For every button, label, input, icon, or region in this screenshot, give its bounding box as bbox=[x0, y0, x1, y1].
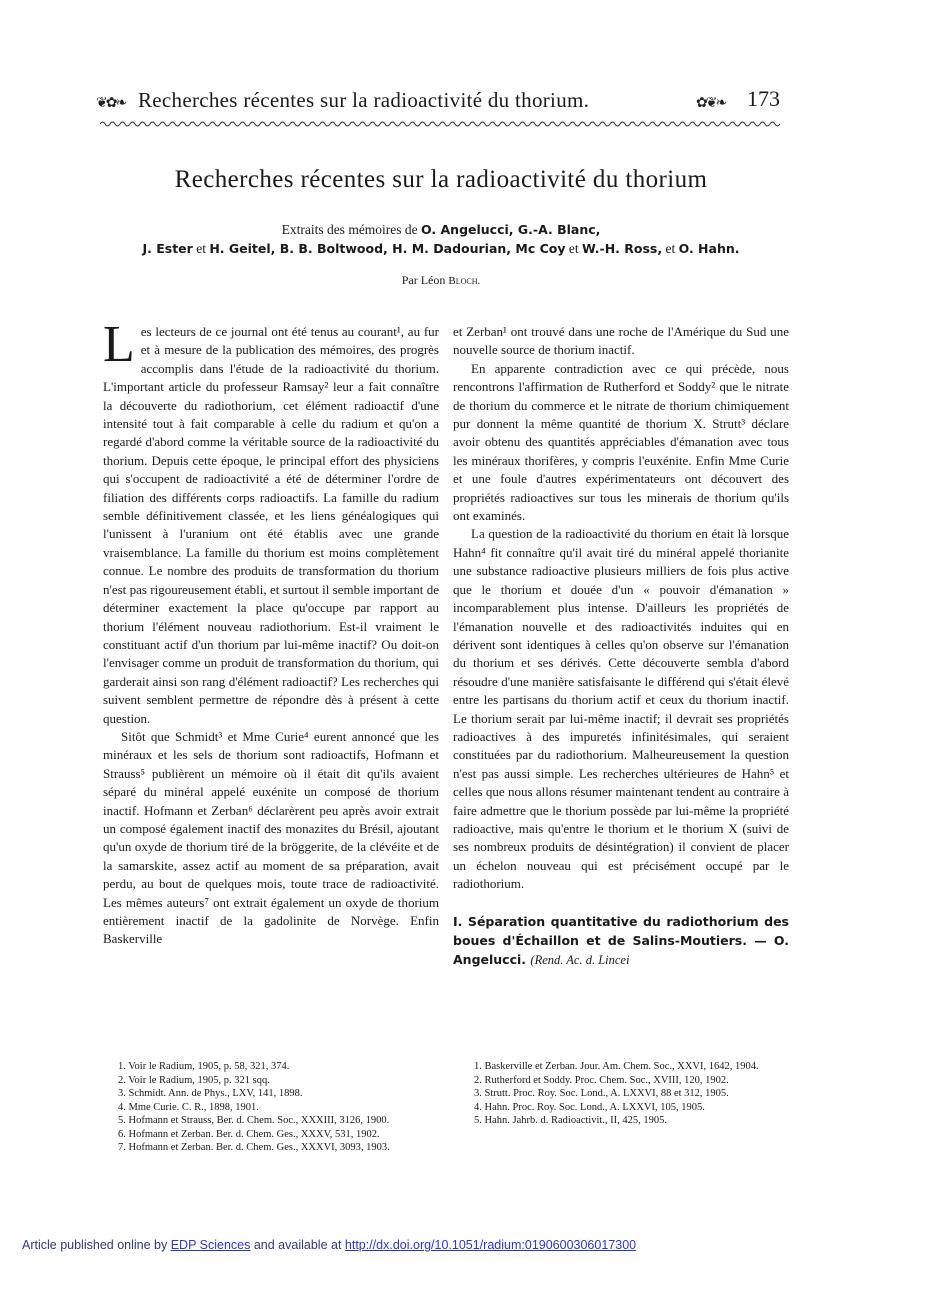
authors-line-2 bbox=[96, 241, 786, 257]
paragraph: La question de la radioactivité du thorium en était là lorsque Hahn⁴ fit connaître qu'il avait tiré du minéral appelé thorianite une substance radioactive plusieurs milliers de fois plus active que le thorium et douée d'un « pouvoir d'émanation » incomparablement plus intense. D'ailleurs les propriétés de l'émanation nouvelle et des radioactivités induites qui en dérivent sont identiques à celles qu'on observe sur l'émanation du thorium et ses dérivés. Cette découverte sembla d'abord résoudre d'une manière satisfaisante le différend qui s'était élevé entre les partisans du thorium actif et ceux du thorium inactif. Le thorium serait par lui-même inactif; il devrait ses propriétés radioactives à des impuretés infinitésimales, qui seraient constituées par du radiothorium. Malheureusement la question n'est pas aussi simple. Les recherches ultérieures de Hahn⁵ et celles que nous allons résumer maintenant tendent au contraire à faire admettre que le thorium possède par lui-même la propriété radioactive, mais qu'entre le thorium et le thorium X (suivi de ses nombreux produits de désintégration) il convient de placer un échelon nouveau qui est précisément occupé par le radiothorium. bbox=[453, 526, 789, 892]
paragraph: Sitôt que Schmidt³ et Mme Curie⁴ eurent annoncé que les minéraux et les sels de thorium sont radioactifs, Hofmann et Strauss⁵ publièrent un mémoire où il était dit qu'ils avaient séparé du minéral appelé euxénite un composé de thorium inactif. Hofmann et Zerban⁶ déclarèrent peu après avoir extrait un composé également inactif des monazites du Brésil, ajoutant qu'un oxyde de thorium tiré de la bröggerite, de la clévéite et de la samarskite, assez actif au moment de sa préparation, avait perdu, au bout de quelques mois, toute trace de radioactivité. Les mêmes auteurs⁷ ont extrait également un oxyde de thorium entièrement inactif de la gadolinite de Norvège. Enfin Baskerville bbox=[103, 728, 439, 947]
running-head bbox=[96, 86, 786, 118]
section-heading bbox=[453, 912, 789, 970]
publisher-link[interactable]: EDP Sciences bbox=[170, 1238, 251, 1252]
running-head-title: Recherches récentes sur la radioactivité du thorium. bbox=[138, 88, 590, 112]
byline-prefix: Par Léon bbox=[401, 273, 449, 287]
publication-footer bbox=[22, 1238, 636, 1252]
byline-author: Bloch. bbox=[448, 275, 481, 287]
footnote: 4. Hahn. Proc. Roy. Soc. Lond., A. LXXVI, 105, 1905. bbox=[474, 1101, 705, 1113]
byline bbox=[96, 273, 786, 288]
left-column bbox=[103, 316, 439, 949]
footnote: 2. Voir le Radium, 1905, p. 321 sqq. bbox=[118, 1074, 270, 1086]
ornamental-rule bbox=[100, 120, 780, 128]
paragraph-text: es lecteurs de ce journal ont été tenus au courant¹, au fur et à mesure de la publication des mémoires, des progrès accomplis dans l'étude de la radioactivité du thorium. L'important article du professeur Ramsay² leur a fait connaître la découverte du radiothorium, cet élément radioactif d'une intensité tout à fait comparable à celle du radium et qu'on a regardé d'abord comme la véritable source de la radioactivité du thorium. Depuis cette époque, le principal effort des physiciens qui s'occupent de radioactivité a été de déterminer l'ordre de filiation des différents corps radioactifs. La famille du radium semble définitivement classée, et les liens généalogiques qui l'unissent à l'uranium ont été établis avec une grande vraisemblance. La famille du thorium est moins complètement connue. Le nombre des produits de transformation du thorium n'est pas rigoureusement établi, et surtout il semble important de déterminer exactement la place qu'occupe par rapport au thorium l'élément nouveau radiothorium. Est-il vraiment le constituant actif d'un thorium par lui-même inactif? Ou doit-on l'envisager comme un produit de transformation du thorium, qui garderait ainsi son rang d'élément radioactif? Les recherches qui suivent semblent permettre de répondre dès à présent à cette question. bbox=[103, 324, 439, 726]
footnote: 7. Hofmann et Zerban. Ber. d. Chem. Ges., XXXVI, 3093, 1903. bbox=[118, 1142, 390, 1153]
footnote: 3. Schmidt. Ann. de Phys., LXV, 141, 1898. bbox=[118, 1088, 303, 1099]
footer-middle: and available at bbox=[250, 1238, 345, 1252]
author-name: H. Geitel, B. B. Boltwood, H. M. Dadourian, Mc Coy bbox=[209, 241, 566, 256]
section-heading-text: I. Séparation quantitative du radiothorium des boues d'Échaillon et de Salins-Moutiers. — O. Angelucci. bbox=[453, 913, 789, 967]
footnote: 2. Rutherford et Soddy. Proc. Chem. Soc., XVIII, 120, 1902. bbox=[474, 1074, 729, 1086]
footnote: 6. Hofmann et Zerban. Ber. d. Chem. Ges., XXXV, 531, 1902. bbox=[118, 1128, 380, 1140]
paragraph bbox=[103, 316, 439, 728]
footnote: 4. Mme Curie. C. R., 1898, 1901. bbox=[118, 1101, 259, 1113]
author-connector: et bbox=[662, 241, 679, 256]
author-connector: et bbox=[192, 241, 210, 256]
footnote: 5. Hofmann et Strauss, Ber. d. Chem. Soc., XXXIII, 3126, 1900. bbox=[118, 1115, 390, 1126]
authors-names: O. Angelucci, G.-A. Blanc, bbox=[421, 222, 601, 237]
footnotes-right bbox=[474, 1060, 804, 1128]
footnotes-left bbox=[118, 1060, 434, 1155]
author-connector: et bbox=[565, 241, 582, 256]
footnote: 1. Voir le Radium, 1905, p. 58, 321, 374. bbox=[118, 1061, 290, 1072]
right-column bbox=[453, 323, 789, 970]
footer-prefix: Article published online by bbox=[22, 1238, 171, 1252]
paragraph: En apparente contradiction avec ce qui précède, nous rencontrons l'affirmation de Rutherford et Soddy² que le nitrate de thorium du commerce et le nitrate de thorium chimiquement pur donnent la même quantité de thorium X. Strutt³ déclare avoir obtenu des quantités appréciables d'émanation avec tous les minéraux thorifères, y compris l'euxénite. Enfin Mme Curie et une foule d'autres expérimentateurs ont découvert des propriétés radioactives sur tous les minerais de thorium qu'ils ont examinés. bbox=[453, 360, 789, 524]
authors-line-1 bbox=[96, 222, 786, 238]
ornament-left: ❦✿❧ bbox=[96, 96, 126, 111]
paragraph: et Zerban¹ ont trouvé dans une roche de l'Amérique du Sud une nouvelle source de thorium inactif. bbox=[453, 324, 789, 358]
footnote: 1. Baskerville et Zerban. Jour. Am. Chem. Soc., XXVI, 1642, 1904. bbox=[474, 1061, 759, 1072]
authors-prefix: Extraits des mémoires de bbox=[281, 222, 422, 237]
ornament-right: ✿❦❧ bbox=[696, 96, 726, 111]
author-name: J. Ester bbox=[142, 241, 193, 256]
author-name: O. Hahn. bbox=[678, 241, 740, 256]
footnote: 5. Hahn. Jahrb. d. Radioactivit., II, 425, 1905. bbox=[474, 1115, 668, 1126]
page-number: 173 bbox=[747, 86, 780, 111]
section-reference: (Rend. Ac. d. Lincei bbox=[530, 952, 630, 967]
author-name: W.-H. Ross, bbox=[582, 241, 663, 256]
drop-cap: L bbox=[103, 316, 135, 373]
footnote: 3. Strutt. Proc. Roy. Soc. Lond., A. LXXVI, 88 et 312, 1905. bbox=[474, 1088, 729, 1099]
article-title: Recherches récentes sur la radioactivité du thorium bbox=[174, 166, 708, 193]
doi-link[interactable]: http://dx.doi.org/10.1051/radium:0190600306017300 bbox=[344, 1238, 637, 1252]
